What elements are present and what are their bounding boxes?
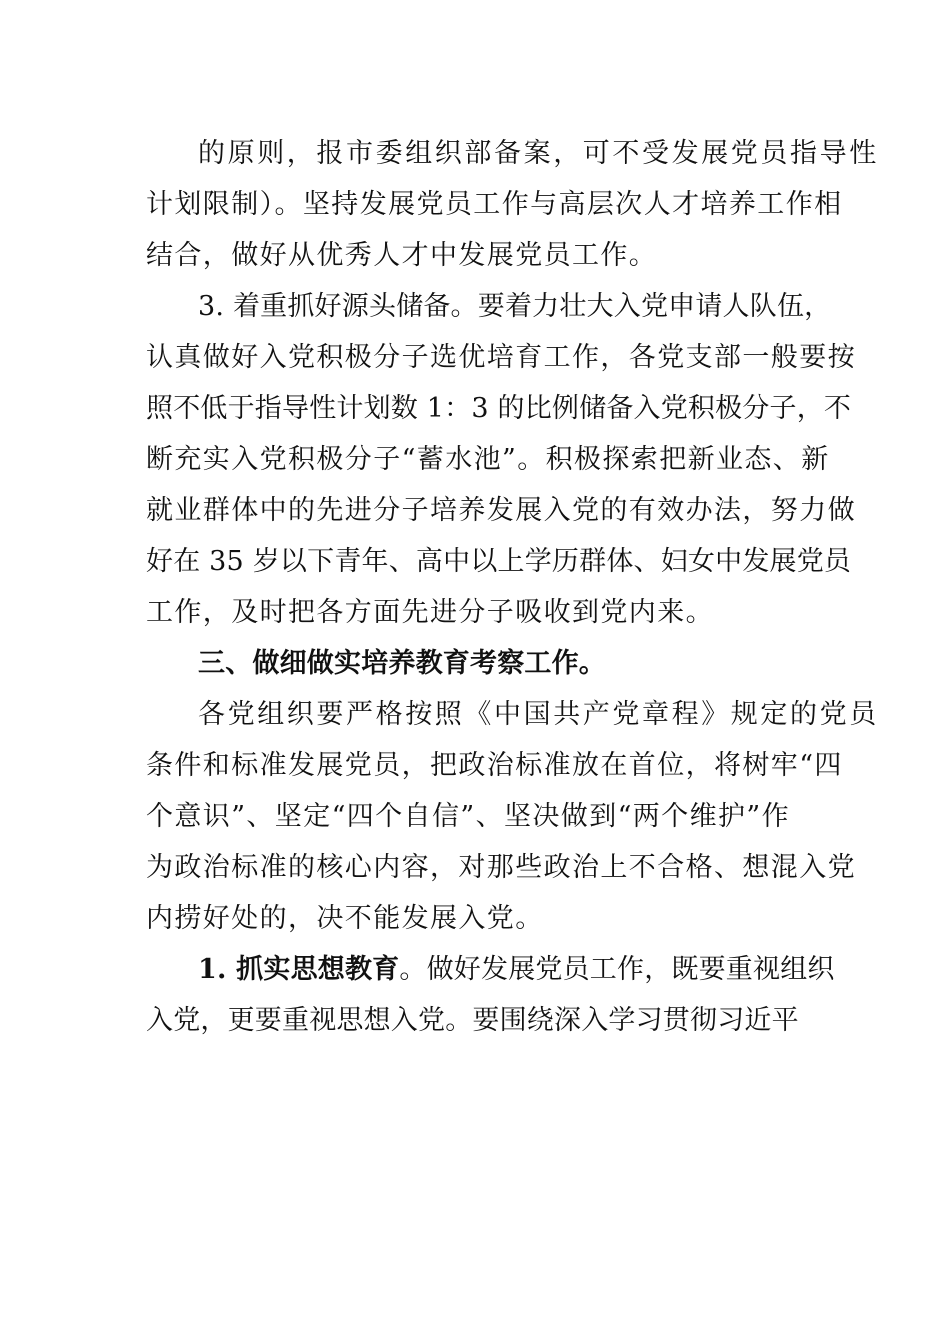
text-line-13: 条件和标准发展党员，把政治标准放在首位，将树牢“四 [146,750,843,781]
text-line-6: 照不低于指导性计划数 1：3 的比例储备入党积极分子，不 [146,393,852,424]
text-line-3: 结合，做好从优秀人才中发展党员工作。 [146,240,658,271]
text-line-8: 就业群体中的先进分子培养发展入党的有效办法，努力做 [146,495,856,526]
section-heading: 三、做细做实培养教育考察工作。 [198,648,606,679]
text-line-18: 入党，更要重视思想入党。要围绕深入学习贯彻习近平 [146,1005,799,1036]
paragraph-continuation: 。做好发展党员工作，既要重视组织 [399,954,835,985]
text-line-16: 内捞好处的，决不能发展入党。 [146,903,544,934]
text-line-4: 3. 着重抓好源头储备。要着力壮大入党申请人队伍， [198,291,832,322]
text-line-1: 的原则，报市委组织部备案，可不受发展党员指导性 [198,138,879,169]
text-line-9: 好在 35 岁以下青年、高中以上学历群体、妇女中发展党员 [146,546,852,577]
text-line-10: 工作，及时把各方面先进分子吸收到党内来。 [146,597,714,628]
text-line-5: 认真做好入党积极分子选优培育工作，各党支部一般要按 [146,342,856,373]
text-line-14: 个意识”、坚定“四个自信”、坚决做到“两个维护”作 [146,801,791,832]
text-line-7: 断充实入党积极分子“蓄水池”。积极探索把新业态、新 [146,444,830,475]
text-line-17 [198,950,835,990]
text-line-15: 为政治标准的核心内容，对那些政治上不合格、想混入党 [146,852,856,883]
text-line-12: 各党组织要严格按照《中国共产党章程》规定的党员 [198,699,879,730]
text-line-2: 计划限制）。坚持发展党员工作与高层次人才培养工作相 [146,189,843,220]
subheading-lead: 1. 抓实思想教育 [198,954,400,985]
